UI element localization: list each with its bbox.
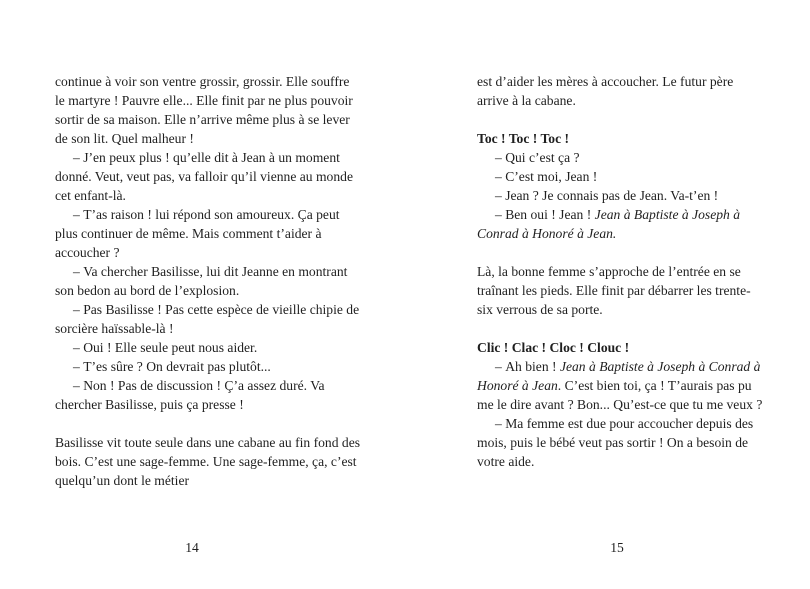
page-left-text-column — [55, 72, 361, 490]
dialogue-line — [55, 205, 361, 262]
dialogue-line — [477, 205, 765, 243]
text-run: – Oui ! Elle seule peut nous aider. — [73, 340, 258, 355]
dialogue-line — [477, 167, 765, 186]
text-run: est d’aider les mères à accoucher. Le futur père arrive à la cabane. — [477, 74, 734, 108]
text-run: Là, la bonne femme s’approche de l’entrée en se traînant les pieds. Elle finit par débarrer les trente-six verrous de sa porte. — [477, 264, 751, 317]
text-run: – Non ! Pas de discussion ! Ç’a assez duré. Va chercher Basilisse, puis ça presse ! — [55, 378, 325, 412]
dialogue-line — [55, 376, 361, 414]
text-run: – T’as raison ! lui répond son amoureux. Ça peut plus continuer de même. Mais comment t’aider à accoucher ? — [55, 207, 340, 260]
page-number-right: 15 — [610, 540, 624, 555]
sound-effect-heading — [477, 338, 765, 357]
text-run: – Jean ? Je connais pas de Jean. Va-t’en ! — [495, 188, 719, 203]
dialogue-line — [477, 414, 765, 471]
body-paragraph — [55, 72, 361, 148]
dialogue-line — [55, 262, 361, 300]
text-run: continue à voir son ventre grossir, grossir. Elle souffre le martyre ! Pauvre elle... Elle finit par ne plus pouvoir sortir de sa maison. Elle n’arrive même plus à se lever de son lit. Quel malheur ! — [55, 74, 353, 146]
text-run: Clic ! Clac ! Cloc ! Clouc ! — [477, 340, 630, 355]
page-right-text-column — [477, 72, 765, 471]
text-run: – C’est moi, Jean ! — [495, 169, 598, 184]
italic-text-run: Jean à Baptiste à Joseph à Conrad à Honoré à Jean — [477, 359, 761, 393]
text-run: – Ben oui ! Jean ! — [495, 207, 595, 222]
text-run: – Ma femme est due pour accoucher depuis des mois, puis le bébé veut pas sortir ! On a besoin de votre aide. — [477, 416, 754, 469]
dialogue-line — [55, 357, 361, 376]
dialogue-line — [55, 148, 361, 205]
text-run: – Ah bien ! — [495, 359, 560, 374]
dialogue-line — [477, 357, 765, 414]
page-number-left: 14 — [185, 540, 199, 555]
dialogue-line — [477, 186, 765, 205]
text-run: Basilisse vit toute seule dans une cabane au fin fond des bois. C’est une sage-femme. Une sage-femme, ça, c’est quelqu’un dont le métier — [55, 435, 361, 488]
body-paragraph — [477, 72, 765, 110]
text-run: – T’es sûre ? On devrait pas plutôt... — [73, 359, 271, 374]
dialogue-line — [55, 300, 361, 338]
italic-text-run: Jean à Baptiste à Joseph à Conrad à Honoré à Jean. — [477, 207, 741, 241]
body-paragraph — [55, 433, 361, 490]
dialogue-line — [55, 338, 361, 357]
text-run: Toc ! Toc ! Toc ! — [477, 131, 570, 146]
sound-effect-heading — [477, 129, 765, 148]
dialogue-line — [477, 148, 765, 167]
text-run: – Va chercher Basilisse, lui dit Jeanne en montrant son bedon au bord de l’explosion. — [55, 264, 348, 298]
text-run: – Qui c’est ça ? — [495, 150, 580, 165]
text-run: – Pas Basilisse ! Pas cette espèce de vieille chipie de sorcière haïssable-là ! — [55, 302, 360, 336]
text-run: – J’en peux plus ! qu’elle dit à Jean à un moment donné. Veut, veut pas, va falloir qu’il vienne au monde cet enfant-là. — [55, 150, 353, 203]
text-run: . C’est bien toi, ça ! T’aurais pas pu me le dire avant ? Bon... Qu’est-ce que tu me veux ? — [477, 378, 763, 412]
body-paragraph — [477, 262, 765, 319]
